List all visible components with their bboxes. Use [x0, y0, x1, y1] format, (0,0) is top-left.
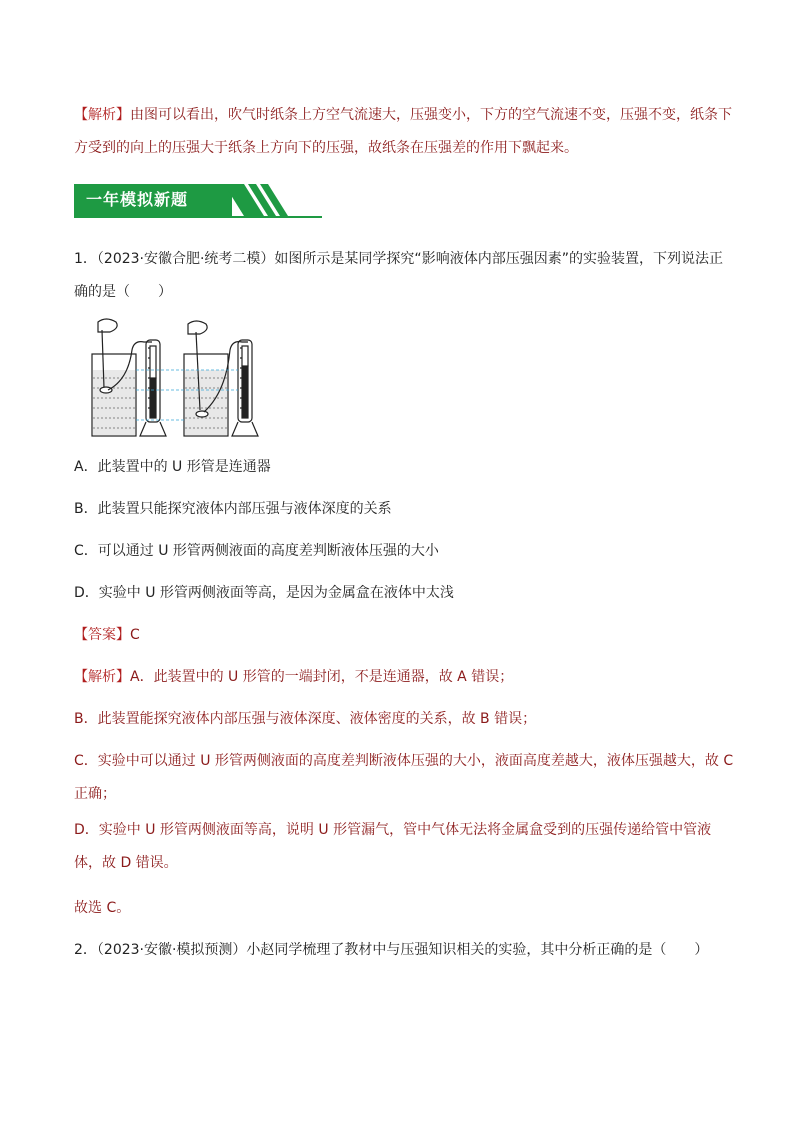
section-underline [74, 216, 322, 218]
section-title: 一年模拟新题 [86, 190, 189, 209]
option-d: D．实验中 U 形管两侧液面等高，是因为金属盒在液体中太浅 [74, 585, 454, 601]
answer-tag: 【答案】 [74, 627, 130, 643]
question-1-stem: 1．（2023·安徽合肥·统考二模）如图所示是某同学探究“影响液体内部压强因素”的实验装置，下列说法正确的是（ ） [74, 251, 723, 300]
option-b: B．此装置只能探究液体内部压强与液体深度的关系 [74, 501, 392, 517]
analysis-a [74, 661, 734, 694]
pressure-experiment-figure [88, 318, 264, 440]
intro-analysis-text: 由图可以看出，吹气时纸条上方空气流速大，压强变小，下方的空气流速不变，压强不变，纸条下方受到的向上的压强大于纸条上方向下的压强，故纸条在压强差的作用下飘起来。 [74, 107, 732, 156]
section-banner [74, 184, 322, 218]
answer-value: C [130, 627, 140, 643]
analysis-a-text: A．此装置中的 U 形管的一端封闭，不是连通器，故 A 错误； [130, 669, 514, 685]
analysis-b: B．此装置能探究液体内部压强与液体深度、液体密度的关系，故 B 错误； [74, 711, 537, 727]
conclusion: 故选 C。 [74, 900, 131, 916]
banner-stripes-icon [224, 184, 322, 216]
analysis-tag: 【解析】 [74, 669, 130, 685]
option-a: A．此装置中的 U 形管是连通器 [74, 459, 271, 475]
question-2-stem: 2．（2023·安徽·模拟预测）小赵同学梳理了教材中与压强知识相关的实验，其中分析正确的是（ ） [74, 942, 709, 958]
intro-analysis [74, 99, 734, 165]
answer-line [74, 619, 734, 652]
analysis-c: C．实验中可以通过 U 形管两侧液面的高度差判断液体压强的大小，液面高度差越大，液体压强越大，故 C 正确； [74, 753, 734, 802]
analysis-d: D．实验中 U 形管两侧液面等高，说明 U 形管漏气，管中气体无法将金属盒受到的压强传递给管中管液体，故 D 错误。 [74, 822, 712, 871]
option-c: C．可以通过 U 形管两侧液面的高度差判断液体压强的大小 [74, 543, 439, 559]
intro-analysis-tag: 【解析】 [74, 107, 130, 123]
